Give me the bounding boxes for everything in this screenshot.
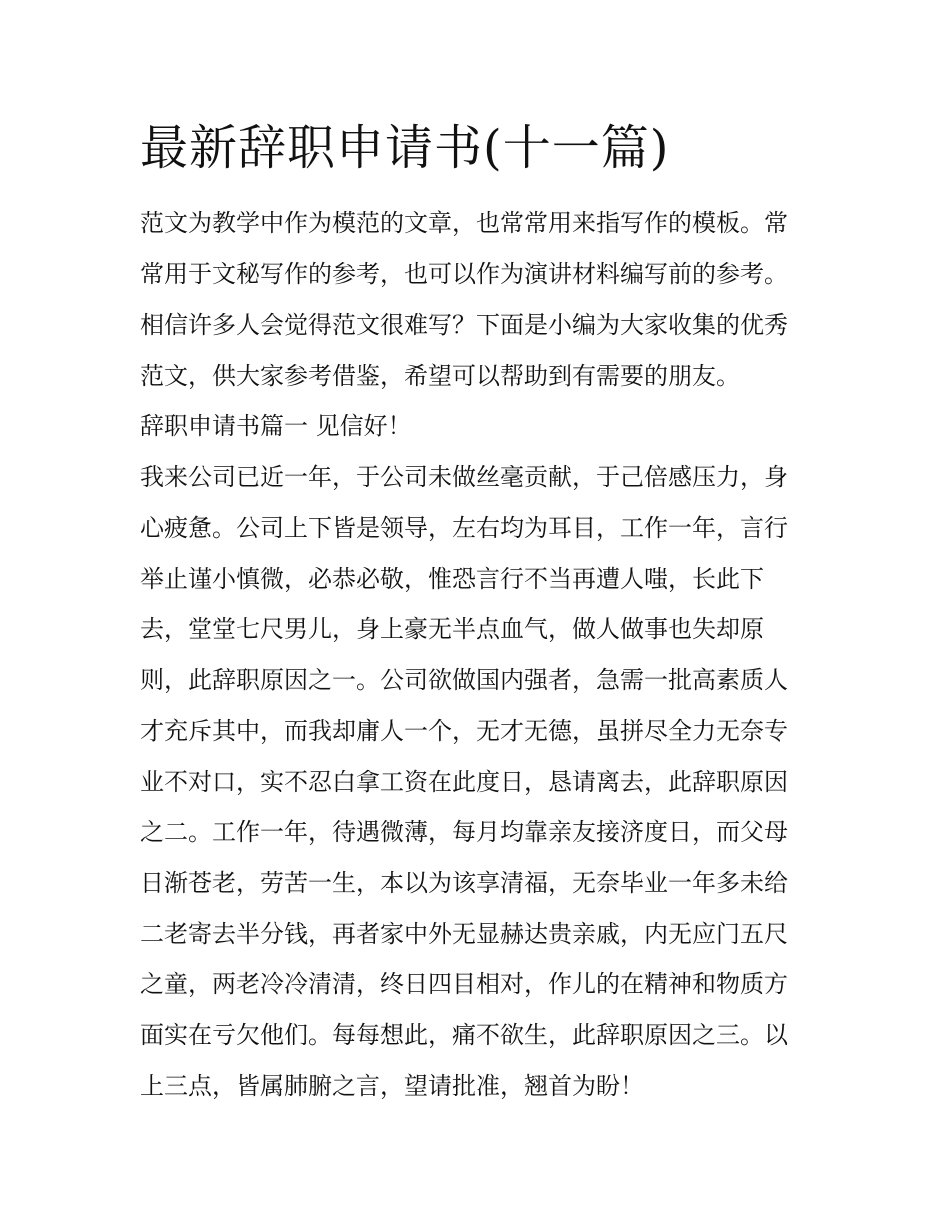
paragraph-line: 日渐苍老，劳苦一生，本以为该享清福，无奈毕业一年多未给 xyxy=(140,869,788,897)
paragraph-line: 业不对口，实不忍白拿工资在此度日，恳请离去，此辞职原因 xyxy=(140,768,788,796)
paragraph-line: 上三点，皆属肺腑之言，望请批准，翘首为盼！ xyxy=(140,1072,644,1100)
paragraph-line: 之二。工作一年，待遇微薄，每月均靠亲友接济度日，而父母 xyxy=(140,818,788,846)
paragraph-line: 才充斥其中，而我却庸人一个，无才无德，虽拼尽全力无奈专 xyxy=(140,717,788,745)
paragraph-line: 面实在亏欠他们。每每想此，痛不欲生，此辞职原因之三。以 xyxy=(140,1021,788,1049)
paragraph-line: 相信许多人会觉得范文很难写？下面是小编为大家收集的优秀 xyxy=(140,311,788,339)
section-heading-line: 辞职申请书篇一 见信好！ xyxy=(140,412,412,440)
paragraph-line: 去，堂堂七尺男儿，身上豪无半点血气，做人做事也失却原 xyxy=(140,615,764,643)
paragraph-line: 心疲惫。公司上下皆是领导，左右均为耳目，工作一年，言行 xyxy=(140,514,788,542)
paragraph-line: 常用于文秘写作的参考，也可以作为演讲材料编写前的参考。 xyxy=(140,260,788,288)
paragraph-line: 我来公司已近一年，于公司未做丝毫贡献，于己倍感压力，身 xyxy=(140,463,788,491)
paragraph-line: 之童，两老冷冷清清，终日四目相对，作儿的在精神和物质方 xyxy=(140,970,788,998)
paragraph-line: 范文为教学中作为模范的文章，也常常用来指写作的模板。常 xyxy=(140,209,788,237)
paragraph-line: 则，此辞职原因之一。公司欲做国内强者，急需一批高素质人 xyxy=(140,666,788,694)
paragraph-line: 二老寄去半分钱，再者家中外无显赫达贵亲戚，内无应门五尺 xyxy=(140,920,788,948)
paragraph-line: 范文，供大家参考借鉴，希望可以帮助到有需要的朋友。 xyxy=(140,362,740,390)
paragraph-line: 举止谨小慎微，必恭必敬，惟恐言行不当再遭人嗤，长此下 xyxy=(140,565,764,593)
document-title: 最新辞职申请书(十一篇) xyxy=(140,120,670,176)
